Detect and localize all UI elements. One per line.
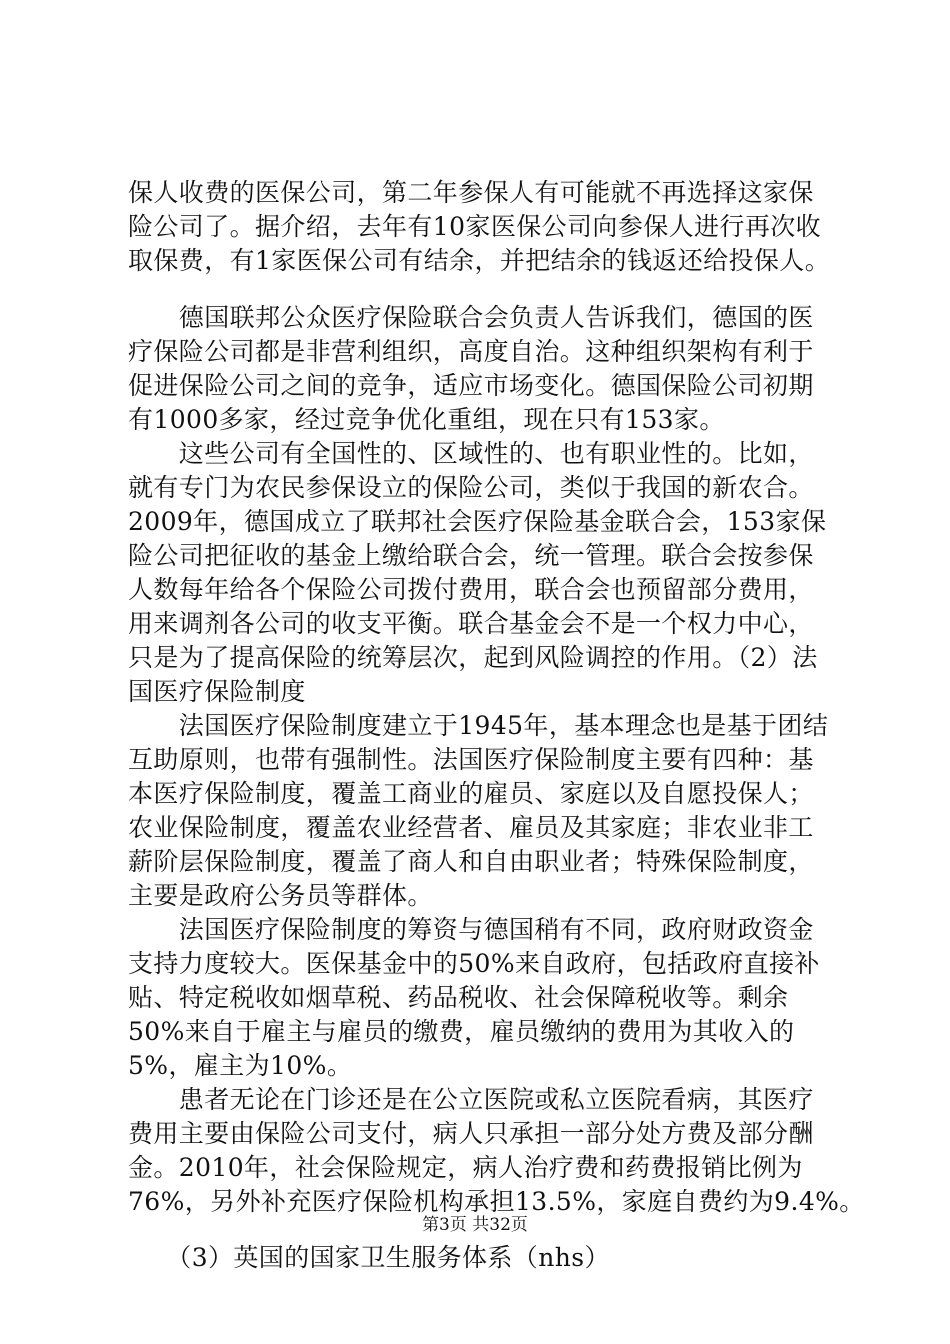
text-line: 这些公司有全国性的、区域性的、也有职业性的。比如， [128, 439, 814, 468]
text-line: 人数每年给各个保险公司拨付费用，联合会也预留部分费用， [128, 575, 814, 604]
text-line: 保人收费的医保公司，第二年参保人有可能就不再选择这家保 [128, 178, 814, 207]
text-line: 国医疗保险制度 [128, 677, 306, 706]
text-line: 互助原则，也带有强制性。法国医疗保险制度主要有四种：基 [128, 745, 814, 774]
text-line: 就有专门为农民参保设立的保险公司，类似于我国的新农合。 [128, 473, 814, 502]
section-heading: （3）英国的国家卫生服务体系（nhs） [128, 1243, 610, 1272]
text-line: 费用主要由保险公司支付，病人只承担一部分处方费及部分酬 [128, 1119, 814, 1148]
text-line: 只是为了提高保险的统筹层次，起到风险调控的作用。（2）法 [128, 643, 818, 672]
text-line: 险公司了。据介绍，去年有10家医保公司向参保人进行再次收 [128, 212, 822, 241]
page-footer: 第3页 共32页 [422, 1215, 528, 1235]
text-line: 促进保险公司之间的竞争，适应市场变化。德国保险公司初期 [128, 371, 814, 400]
text-line: 有1000多家，经过竞争优化重组，现在只有153家。 [128, 405, 725, 434]
text-line: 患者无论在门诊还是在公立医院或私立医院看病，其医疗 [128, 1085, 814, 1114]
text-line: 5%，雇主为10%。 [128, 1051, 353, 1080]
text-line: 取保费，有1家医保公司有结余，并把结余的钱返还给投保人。 [128, 246, 831, 275]
text-line: 疗保险公司都是非营利组织，高度自治。这种组织架构有利于 [128, 337, 814, 366]
text-line: 法国医疗保险制度建立于1945年，基本理念也是基于团结 [128, 711, 829, 740]
text-line: 主要是政府公务员等群体。 [128, 881, 433, 910]
text-line: 德国联邦公众医疗保险联合会负责人告诉我们，德国的医 [128, 303, 814, 332]
text-line: 用来调剂各公司的收支平衡。联合基金会不是一个权力中心， [128, 609, 814, 638]
text-line: 本医疗保险制度，覆盖工商业的雇员、家庭以及自愿投保人； [128, 779, 814, 808]
text-line: 薪阶层保险制度，覆盖了商人和自由职业者；特殊保险制度， [128, 847, 814, 876]
text-line: 农业保险制度，覆盖农业经营者、雇员及其家庭；非农业非工 [128, 813, 814, 842]
text-line: 支持力度较大。医保基金中的50%来自政府，包括政府直接补 [128, 949, 820, 978]
text-line: 贴、特定税收如烟草税、药品税收、社会保障税收等。剩余 [128, 983, 789, 1012]
text-line: 险公司把征收的基金上缴给联合会，统一管理。联合会按参保 [128, 541, 814, 570]
text-line: 法国医疗保险制度的筹资与德国稍有不同，政府财政资金 [128, 915, 814, 944]
text-line: 2009年，德国成立了联邦社会医疗保险基金联合会，153家保 [128, 507, 827, 536]
text-line: 金。2010年，社会保险规定，病人治疗费和药费报销比例为 [128, 1153, 803, 1182]
text-line: 76%，另外补充医疗保险机构承担13.5%，家庭自费约为9.4%。 [128, 1187, 865, 1216]
text-line: 50%来自于雇主与雇员的缴费，雇员缴纳的费用为其收入的 [128, 1017, 795, 1046]
